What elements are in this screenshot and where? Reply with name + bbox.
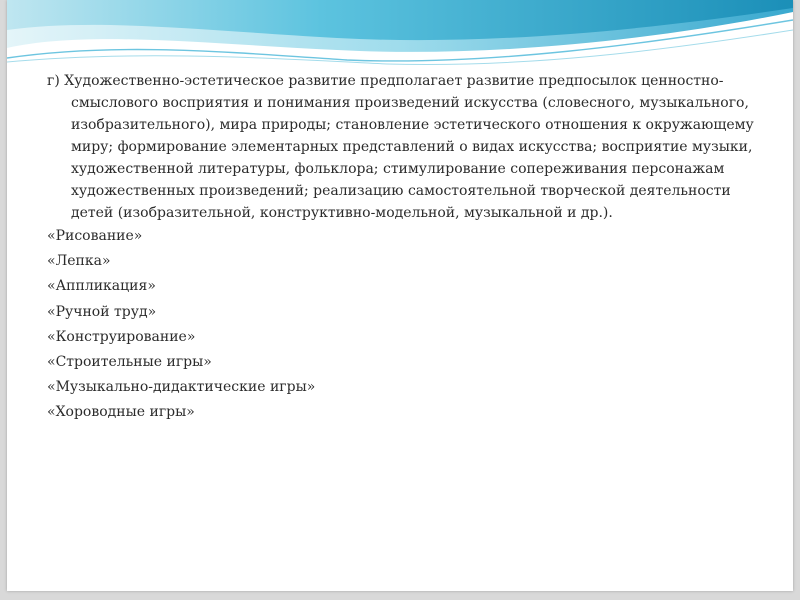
list-item: «Строительные игры» — [47, 354, 212, 371]
main-paragraph: г) Художественно-эстетическое развитие предполагает развитие предпосылок ценностно-смыслового восприятия и понимания произведений искусства (словесного, музыкального, изобразительного), мира природы; становление эстетического отношения к окружающему миру; формирование элементарных представлений о видах искусства; восприятие музыки, художественной литературы, фольклора; стимулирование сопереживания персонажам художественных произведений; реализацию самостоятельной творческой деятельности детей (изобразительной, конструктивно-модельной, музыкальной и др.). — [47, 73, 754, 221]
list-item: «Музыкально-дидактические игры» — [47, 379, 316, 396]
list-item: «Конструирование» — [47, 328, 196, 345]
list-item: «Хороводные игры» — [47, 404, 195, 421]
header-wave-decoration — [7, 0, 793, 66]
content-body — [47, 70, 757, 426]
list-item: «Ручной труд» — [47, 303, 157, 320]
list-item: «Лепка» — [47, 253, 111, 270]
slide — [7, 0, 793, 591]
list-item: «Рисование» — [47, 228, 143, 244]
list-item: «Аппликация» — [47, 278, 156, 295]
activity-list — [47, 224, 757, 426]
